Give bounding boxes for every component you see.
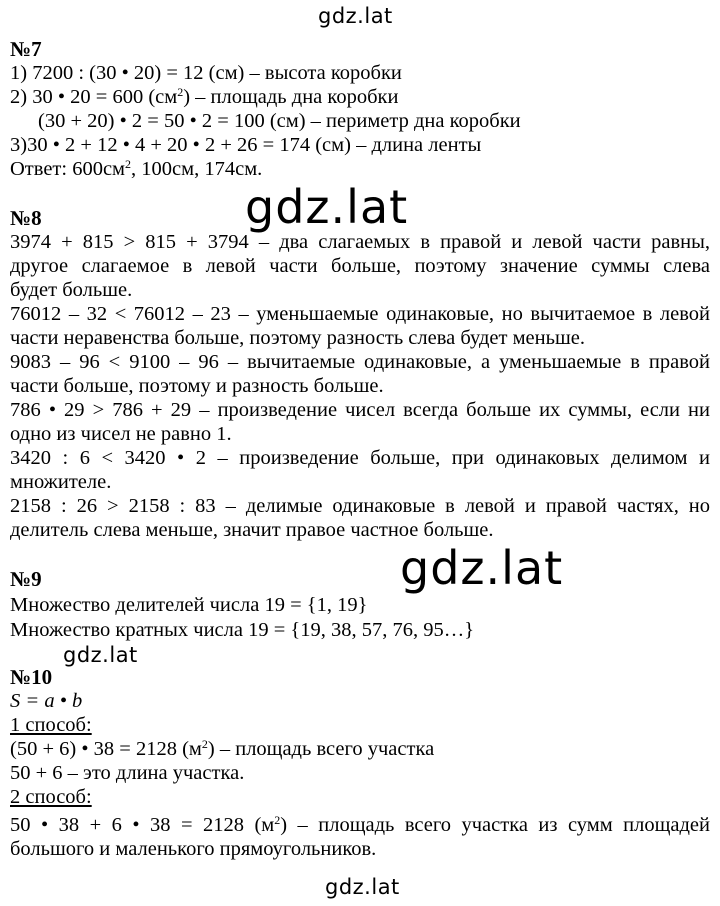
n7-answer: Ответ: $600см^2$, 100см, 174см.	[10, 157, 263, 180]
n7-line-2: 2) 30 • 20 = 600 $(см^2)$ – площадь дна коробки	[10, 85, 399, 108]
n10-line-3: 50 • 38 + 6 • 38 = 2128 $(м^2)$ – площадь всего участка из сумм площадей	[10, 813, 710, 836]
n8-line-7: части больше, поэтому и разность больше.	[10, 375, 384, 397]
n8-line-1: 3974 + 815 > 815 + 3794 – два слагаемых в правой и левой части равны,	[10, 231, 710, 253]
n10-line-1: (50 + 6) • 38 = 2128 $(м^2)$ – площадь всего участка	[10, 737, 435, 760]
n8-line-13: делитель слева меньше, значит правое частное больше.	[10, 519, 494, 541]
n10-way-2: 2 способ:	[10, 786, 92, 808]
n10-formula: S = a • b	[10, 690, 83, 712]
n8-line-8: 786 • 29 > 786 + 29 – произведение чисел всегда больше их суммы, если ни	[10, 399, 710, 421]
watermark-bottom: gdz.lat	[325, 875, 400, 899]
n7-line-4: 3)30 • 2 + 12 • 4 + 20 • 2 + 26 = 174 (см) – длина ленты	[10, 134, 482, 156]
n8-line-5: части неравенства больше, поэтому разность слева будет меньше.	[10, 327, 585, 349]
n7-line-3: (30 + 20) • 2 = 50 • 2 = 100 (см) – периметр дна коробки	[38, 110, 521, 132]
watermark-big-1: gdz.lat	[245, 180, 409, 234]
heading-9: №9	[10, 567, 42, 591]
n8-line-4: 76012 – 32 < 76012 – 23 – уменьшаемые одинаковые, но вычитаемое в левой	[10, 303, 710, 325]
n9-line-1: Множество делителей числа 19 = {1, 19}	[10, 594, 368, 616]
n8-line-10: 3420 : 6 < 3420 • 2 – произведение больше, при одинаковых делимом и	[10, 447, 710, 469]
n8-line-6: 9083 – 96 < 9100 – 96 – вычитаемые одинаковые, а уменьшаемые в правой	[10, 351, 710, 373]
n9-line-2: Множество кратных числа 19 = {19, 38, 57, 76, 95…}	[10, 619, 475, 641]
heading-7: №7	[10, 37, 42, 61]
n8-line-2: другое слагаемое в левой части больше, поэтому значение суммы слева	[10, 255, 710, 277]
watermark-big-2: gdz.lat	[400, 541, 564, 595]
n8-line-11: множителе.	[10, 471, 112, 493]
n10-line-4: большого и маленького прямоугольников.	[10, 838, 377, 860]
heading-10: №10	[10, 665, 53, 689]
n7-line-1: 1) 7200 : (30 • 20) = 12 (см) – высота коробки	[10, 62, 402, 84]
n10-line-2: 50 + 6 – это длина участка.	[10, 762, 245, 784]
watermark-small: gdz.lat	[63, 643, 138, 667]
heading-8: №8	[10, 206, 42, 230]
n8-line-12: 2158 : 26 > 2158 : 83 – делимые одинаковые в левой и правой частях, но	[10, 495, 710, 517]
n8-line-9: одно из чисел не равно 1.	[10, 423, 232, 445]
n10-way-1: 1 способ:	[10, 714, 92, 736]
n8-line-3: будет больше.	[10, 279, 133, 301]
watermark-top: gdz.lat	[318, 4, 393, 28]
